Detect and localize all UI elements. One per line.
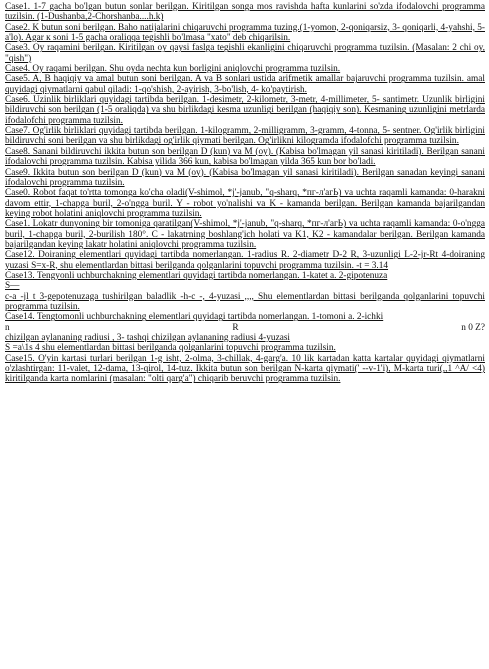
case-14-text: Case14. Tengtomonli uchburchakning elementlari quyidagi tartibda nomerlangan. 1-tomoni a. 2-ichki	[5, 312, 384, 323]
case-14-continued-2	[5, 343, 485, 353]
case-4-text: Case4. Oy raqami berilgan. Shu oyda nechta kun borligini aniqlovchi programma tuzilsin.	[5, 64, 341, 75]
case-5	[5, 74, 485, 95]
case-10	[5, 188, 485, 219]
case-12-text: Case12. Doiraning elementlari quyidagi tartibda nomerlangan. 1-radius R. 2-diametr D-2 R, 3-uzunligi L-2-jr-Rt 4-doiraning yuzasi S=x-R, shu elementlardan bittasi berilganda qolganlarini topuvchi programma tuzilsin. -t = 3.14	[5, 250, 485, 271]
formula-right: n 0 Z?	[461, 322, 485, 333]
case-12	[5, 250, 485, 271]
case-14-tail-1: chizilgan aylananing radiusi , 3- tashqi chizilgan aylananing radiusi 4-yuzasi	[5, 333, 291, 343]
case-6	[5, 95, 485, 126]
case-11-text: Case1. Lokatr dunyoning bir tomoniga qaratilgan(V-shimol, *j'-janub, "q-sharq, *пг-л'агЬ) va uchta raqamli kamanda: 0-o'ngga buril, 1-chapga buril, 2-burilish 180°. C - lakatrning boshlang'ich holati va K1, K2 - kamandalar berilgan. Berilgan kamanda bajarilgandan keying lakatr holatini aniqlovchi programma tuzilsin.	[5, 219, 485, 250]
case-9-text: Case9. Ikkita butun son berilgan D (kun) va M (oy). (Kabisa bo'lmagan yil sanasi kiritiladi). Berilgan sanadan keyingi sanani ifodalovchi programma tuzilsin.	[5, 167, 485, 188]
case-5-text: Case5. A, B haqiqiy va amal butun soni berilgan. A va B sonlari ustida arifmetik amallar bajaruvchi programma tuzilsin. amal quyidagi qiymatlarni qabul qiladi: 1-qo'shish, 2-ayirish, 3-bo'lish, 4- ko'paytirish.	[5, 74, 485, 95]
case-15-text: Case15. O'yin kartasi turlari berilgan 1-g isht, 2-olma, 3-chillak, 4-garg'a. 10 lik kartadan katta kartalar quyidagi qiymatlarni o'zlashtirgan: 11-valet, 12-dama, 13-qirol, 14-tuz. Ikkita butun son berilgan N-karta qiymati(' --v-1'i), M-karta turi(,,1 ^A/ <4) kiritilganda karta nomlarini (masalan: "olti qarg'a") chiqarib beruvchi programma tuzilsin.	[5, 353, 485, 385]
case-15	[5, 354, 485, 385]
case-8	[5, 147, 485, 168]
case-13	[5, 271, 485, 312]
case-13-text: Case13. Tengyonli uchburchakning elementlari quyidagi tartibda nomerlangan. 1-katet a. 2-gipotenuza S— c-a -jl t 3-gepotenuzaga tushirilgan baladlik -h-c -, 4-yuzasi ,,,, Shu elementlardan bittasi berilganda qolganlarini topuvchi programma tuzilsin.	[5, 270, 485, 312]
case-7-text: Case7. Og'irlik birliklari quyidagi tartibda berilgan. 1-kilogramm, 2-milligramm, 3-gramm, 4-tonna, 5- sentner. Og'irlik birligini bildiruvchi soni berilgan va shu birlikdagi og'irlik qiymati berilgan. Og'irlikni kilogramda ifodalofchi programma tuzilsin.	[5, 126, 485, 147]
case-4	[5, 64, 485, 74]
formula-row	[5, 323, 485, 333]
case-1	[5, 2, 485, 23]
formula-left: n	[5, 322, 10, 333]
formula-middle: R	[232, 322, 239, 333]
case-3	[5, 43, 485, 64]
case-9	[5, 168, 485, 189]
case-2-text: Case2. K butun soni berilgan. Baho natijalarini chiqaruvchi programma tuzing.(1-yomon, 2-qoniqarsiz, 3- qoniqarli, 4-yahshi, 5-a'lo). Agar к soni 1-5 gacha oraliqqa tegishli bo'lmasa "xato" deb chiqarilsin.	[5, 22, 485, 44]
case-7	[5, 126, 485, 147]
case-6-text: Case6. Uzinlik birliklari quyidagi tartibda berilgan. 1-desimetr, 2-kilometr, 3-metr, 4-millimeter, 5- santimetr. Uzunlik birligini bildiruvchi son berilgan (1-5 oraliqda) va shu birlikdagi kesma uzunligi berilgan (haqiqiy son). Kesmaning uzunligini metrlarda ifodalofchi programma tuzilsin.	[5, 95, 485, 126]
case-14	[5, 312, 485, 322]
case-1-text: Case1. 1-7 gacha bo'lgan butun sonlar berilgan. Kiritilgan songa mos ravishda hafta kunlarini so'zda ifodalovchi programma tuzilsin. (1-Dushanba,2-Chorshanba....h.k)	[5, 2, 485, 23]
case-14-continued	[5, 333, 485, 343]
case-11	[5, 219, 485, 250]
case-2	[5, 23, 485, 44]
case-14-tail-2: S =a\1s 4 shu elementlardan bittasi berilganda qolganlarini topuvchi programma tuzilsin.	[5, 343, 336, 354]
case-10-text: Case0. Robot faqat to'rtta tomonga ko'cha oladi(V-shimol, *j'-janub, "q-sharq, *пг-л'агЬ) va uchta raqamli kamanda: 0-harakni davom ettir, 1-chapga buril, 2-o'ngga buril. Y - robot yo'nalishi va K - kamanda berilgan. Berilgan kamanda bajarilgandan keying robot holatini aniqlovchi programma tuzilsin.	[5, 188, 485, 219]
case-8-text: Case8. Sanani bildiruvchi ikkita butun son berilgan D (kun) va M (oy). (Kabisa bo'lmagan yil sanasi kiritiladi). Berilgan sanani ifodalovchi programma tuzilsin. Kabisa yilida 366 kun, kabisa bo'lmagan yilda 365 kun bor bo'ladi.	[5, 146, 485, 168]
case-3-text: Case3. Oy raqamini berilgan. Kiritilgan oy qaysi faslga tegishli ekanligini chiqaruvchi programma tuzilsin. (Masalan: 2 chi oy, "qish")	[5, 43, 485, 64]
